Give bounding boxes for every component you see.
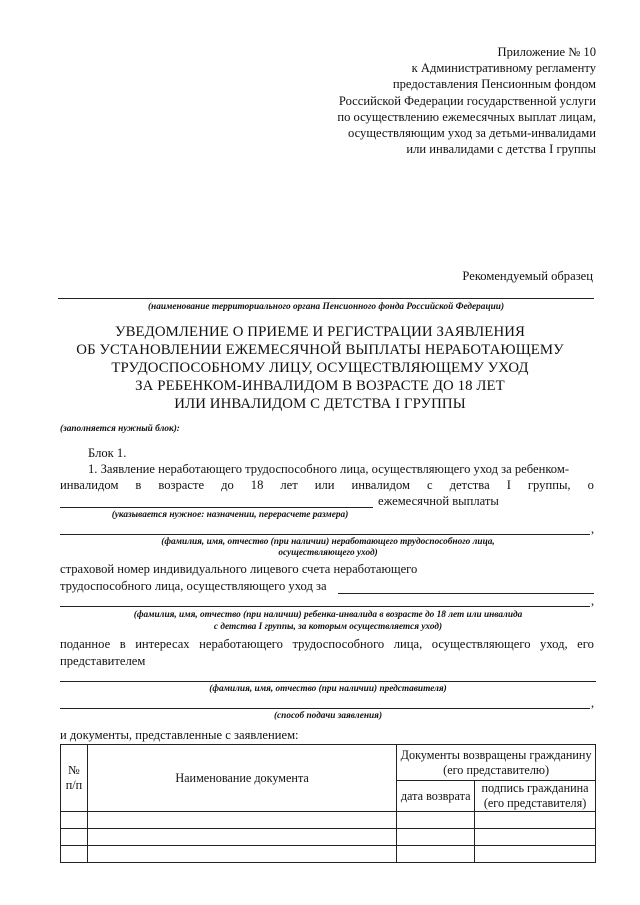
table-cell[interactable] [397, 829, 475, 846]
table-row [61, 829, 596, 846]
appendix-line: или инвалидами с детства I группы [406, 142, 596, 157]
table-cell[interactable] [61, 812, 88, 829]
word: уход, [540, 637, 568, 651]
word: инвалидом [351, 478, 410, 492]
child-caption-line-1: (фамилия, имя, отчество (при наличии) ребенка-инвалида в возрасте до 18 лет или инвалида [133, 610, 523, 620]
caregiver-caption-line-1: (фамилия, имя, отчество (при наличии) неработающего трудоспособного лица, [161, 537, 495, 547]
snils-line-2: трудоспособного лица, осуществляющего уход за [60, 579, 327, 593]
table-cell[interactable] [87, 812, 396, 829]
appendix-line: к Административному регламенту [411, 61, 596, 76]
table-row [61, 846, 596, 863]
documents-intro: и документы, представленные с заявлением: [60, 728, 299, 742]
appendix-line: Российской Федерации государственной услуги [338, 93, 596, 108]
purpose-caption: (указывается нужное: назначении, перерасчете размера) [111, 510, 349, 520]
appendix-line: предоставления Пенсионным фондом [392, 77, 596, 92]
purpose-field[interactable] [60, 507, 373, 508]
word: с [426, 478, 433, 492]
comma: , [591, 696, 595, 710]
submission-method-caption: (способ подачи заявления) [273, 711, 383, 721]
table-cell[interactable] [61, 829, 88, 846]
word: о [587, 478, 594, 492]
comma: , [591, 522, 595, 536]
returned-header: Документы возвращены гражданину (его представителю) [397, 745, 596, 781]
table-cell[interactable] [475, 829, 596, 846]
representative-caption: (фамилия, имя, отчество (при наличии) представителя) [209, 684, 447, 694]
word: I [506, 478, 511, 492]
name-header: Наименование документа [87, 745, 396, 812]
word: в [135, 478, 142, 492]
appendix-header [337, 44, 596, 157]
return-date-header: дата возврата [397, 781, 475, 812]
word: его [577, 637, 594, 651]
word: лица, [393, 637, 423, 651]
num-header: № п/п [61, 745, 88, 812]
child-name-field[interactable] [60, 606, 590, 607]
word: трудоспособного [292, 637, 385, 651]
territorial-body-field[interactable] [58, 298, 594, 299]
word: осуществляющего [431, 637, 531, 651]
submission-method-field[interactable] [60, 708, 590, 709]
table-row [61, 812, 596, 829]
word: группы, [527, 478, 571, 492]
paragraph-1-line-3: ежемесячной выплаты [378, 494, 499, 508]
table-cell[interactable] [475, 846, 596, 863]
word: неработающего [199, 637, 283, 651]
word: интересах [135, 637, 190, 651]
child-caption-line-2: с детства I группы, за которым осуществляется уход) [213, 622, 443, 632]
word: до [221, 478, 234, 492]
submitted-line-2: представителем [60, 654, 146, 668]
word: детства [449, 478, 490, 492]
paragraph-1-line-1: 1. Заявление неработающего трудоспособного лица, осуществляющего уход за ребенком- [88, 462, 570, 476]
table-cell[interactable] [475, 812, 596, 829]
caregiver-caption-line-2: осуществляющего уход) [278, 548, 378, 558]
title-line: ЗА РЕБЕНКОМ-ИНВАЛИДОМ В ВОЗРАСТЕ ДО 18 ЛЕТ [135, 378, 505, 394]
table-cell[interactable] [397, 812, 475, 829]
title-line: ТРУДОСПОСОБНОМУ ЛИЦУ, ОСУЩЕСТВЛЯЮЩЕМУ УХОД [111, 360, 529, 376]
word: инвалидом [60, 478, 119, 492]
documents-table [60, 744, 596, 863]
representative-field[interactable] [60, 681, 596, 682]
snils-line-1: страховой номер индивидуального лицевого счета неработающего [60, 562, 418, 576]
word: в [119, 637, 126, 651]
word: или [314, 478, 335, 492]
snils-field[interactable] [338, 593, 594, 594]
title-line: ИЛИ ИНВАЛИДОМ С ДЕТСТВА I ГРУППЫ [174, 396, 466, 412]
table-cell[interactable] [61, 846, 88, 863]
table-cell[interactable] [397, 846, 475, 863]
paragraph-1-line-2 [60, 478, 594, 493]
word: 18 [250, 478, 264, 492]
table-cell[interactable] [87, 829, 396, 846]
word: поданное [60, 637, 111, 651]
comma: , [591, 594, 595, 608]
appendix-line: по осуществлению ежемесячных выплат лицам, [337, 109, 596, 124]
word: лет [280, 478, 298, 492]
territorial-body-caption: (наименование территориального органа Пенсионного фонда Российской Федерации) [147, 302, 505, 312]
document-title [60, 323, 580, 413]
sample-label: Рекомендуемый образец [462, 269, 593, 283]
title-line: УВЕДОМЛЕНИЕ О ПРИЕМЕ И РЕГИСТРАЦИИ ЗАЯВЛЕНИЯ [115, 324, 525, 340]
fill-block-note: (заполняется нужный блок): [60, 424, 180, 434]
appendix-line: осуществляющим уход за детьми-инвалидами [347, 126, 596, 141]
caregiver-name-field[interactable] [60, 534, 590, 535]
table-cell[interactable] [87, 846, 396, 863]
title-line: ОБ УСТАНОВЛЕНИИ ЕЖЕМЕСЯЧНОЙ ВЫПЛАТЫ НЕРАБОТАЮЩЕМУ [76, 342, 564, 358]
submitted-line-1 [60, 637, 594, 652]
signature-header: подпись гражданина (его представителя) [475, 781, 596, 812]
word: возрасте [158, 478, 205, 492]
appendix-line: Приложение № 10 [497, 45, 596, 59]
block-label: Блок 1. [88, 446, 127, 460]
